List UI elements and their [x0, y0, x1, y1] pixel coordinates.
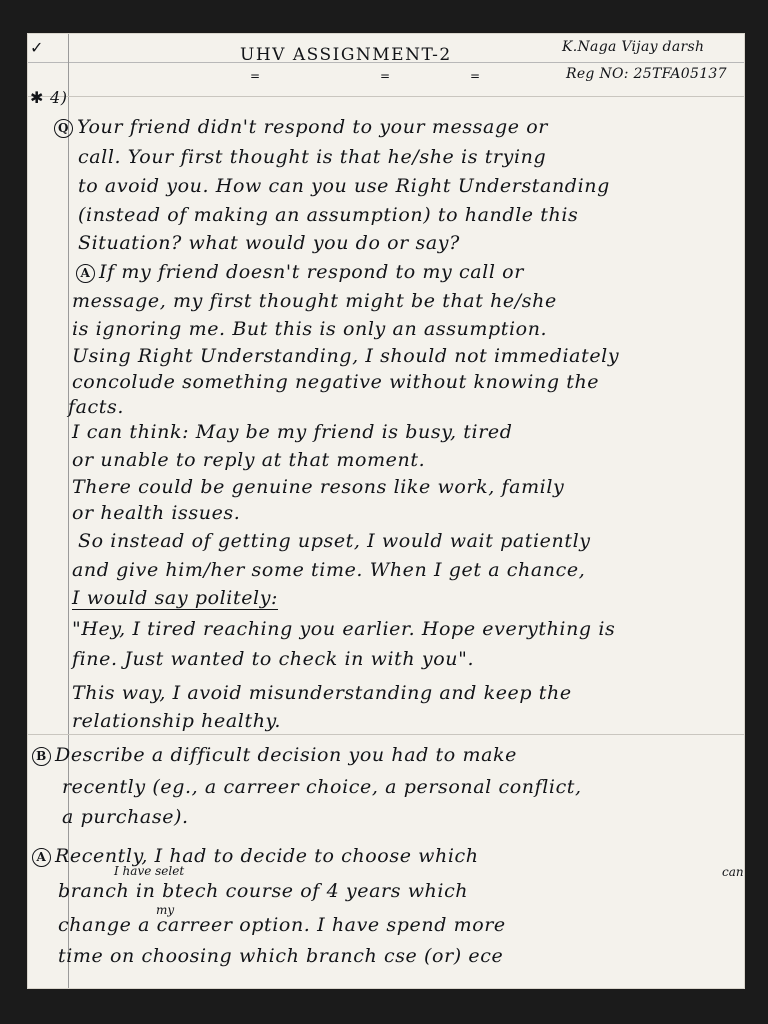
answer-a-line: Using Right Understanding, I should not immediately	[72, 345, 620, 367]
question-a-line: to avoid you. How can you use Right Understanding	[78, 175, 610, 197]
question-marker: B	[32, 747, 51, 766]
answer-b-line: branch in btech course of 4 years which	[58, 880, 469, 902]
notebook-page	[28, 34, 744, 988]
answer-a-line: relationship healthy.	[72, 710, 281, 732]
question-b-line: recently (eg., a carreer choice, a personal conflict,	[62, 776, 582, 798]
ruled-line	[28, 96, 744, 97]
answer-a-line: or unable to reply at that moment.	[72, 449, 426, 471]
answer-a-line: concolude something negative without knowing the	[72, 371, 600, 393]
underline-mark: =	[470, 69, 481, 83]
question-a-line: Situation? what would you do or say?	[78, 232, 460, 254]
answer-b-line: time on choosing which branch cse (or) ece	[58, 945, 504, 967]
question-marker: Q	[54, 119, 73, 138]
answer-b-line: change a carreer option. I have spend more	[58, 914, 506, 936]
answer-a-line: So instead of getting upset, I would wait patiently	[78, 530, 591, 552]
margin-star-mark: ✱	[30, 88, 44, 107]
assignment-title: UHV ASSIGNMENT-2	[240, 45, 452, 65]
answer-b-line: A Recently, I had to decide to choose which	[32, 847, 479, 867]
question-a-line: Q Your friend didn't respond to your message or	[54, 118, 548, 138]
insertion-note: can	[722, 865, 744, 879]
insertion-note: my	[156, 903, 175, 917]
answer-a-line: facts.	[68, 396, 125, 418]
answer-a-line: "Hey, I tired reaching you earlier. Hope everything is	[72, 618, 616, 640]
answer-a-line: This way, I avoid misunderstanding and keep the	[72, 682, 572, 704]
answer-marker: A	[76, 264, 95, 283]
underline-mark: =	[380, 69, 391, 83]
answer-a-line: I can think: May be my friend is busy, tired	[72, 421, 513, 443]
answer-a-line: fine. Just wanted to check in with you".	[72, 648, 475, 670]
answer-a-line: A If my friend doesn't respond to my call or	[76, 263, 524, 283]
answer-a-line: and give him/her some time. When I get a chance,	[72, 559, 586, 581]
question-a-line: call. Your first thought is that he/she is trying	[78, 146, 547, 168]
section-divider	[28, 734, 744, 735]
registration-number: Reg NO: 25TFA05137	[566, 66, 727, 82]
answer-marker: A	[32, 848, 51, 867]
answer-a-line: message, my first thought might be that he/she	[72, 290, 557, 312]
answer-a-line: is ignoring me. But this is only an assumption.	[72, 318, 548, 340]
insertion-note: I have selet	[114, 864, 185, 878]
margin-check-mark: ✓	[30, 38, 44, 57]
answer-a-line: I would say politely:	[72, 587, 279, 609]
answer-a-line: or health issues.	[72, 502, 241, 524]
underline-mark: =	[250, 69, 261, 83]
question-b-line: B Describe a difficult decision you had to make	[32, 746, 517, 766]
question-b-line: a purchase).	[62, 806, 189, 828]
question-number: 4)	[50, 88, 68, 107]
question-a-line: (instead of making an assumption) to handle this	[78, 204, 579, 226]
answer-a-line: There could be genuine resons like work, family	[72, 476, 565, 498]
student-name: K.Naga Vijay darsh	[562, 39, 705, 55]
